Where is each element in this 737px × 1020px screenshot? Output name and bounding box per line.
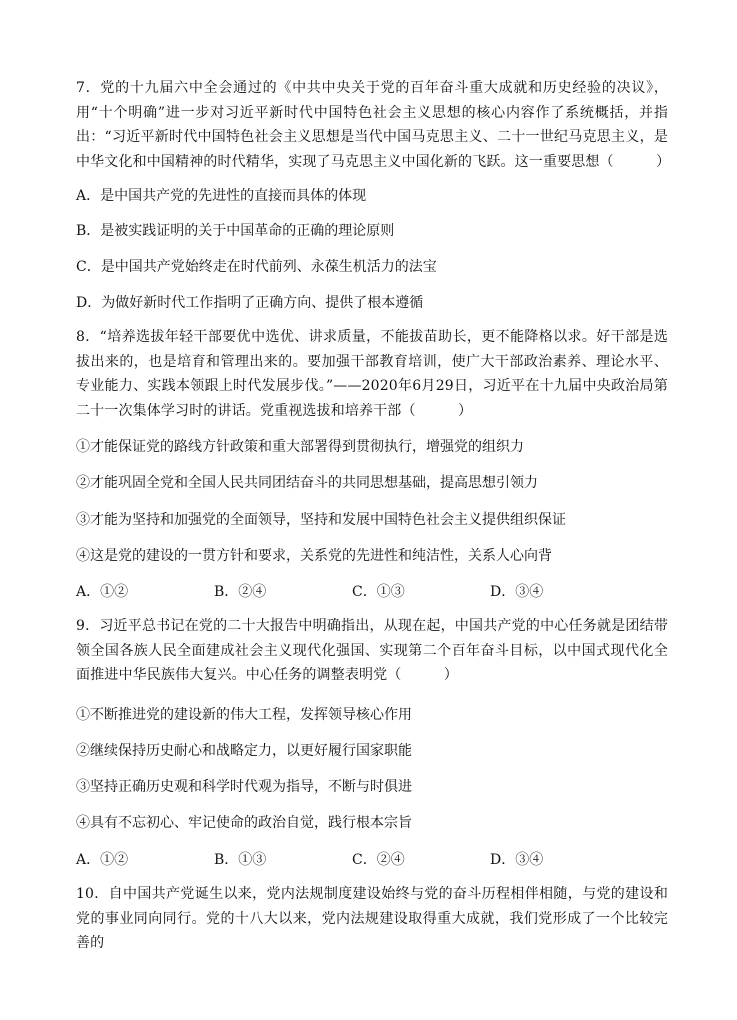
- question-7-option-b[interactable]: B．是被实践证明的关于中国革命的正确的理论原则: [76, 223, 395, 239]
- question-8-choice-d[interactable]: D．③④: [490, 584, 544, 600]
- question-8-stem: 8．“培养选拔年轻干部要优中选优、讲求质量，不能拔苗助长，更不能降格以求。好干部是选拔出来的，也是培育和管理出来的。要加强干部教育培训，使广大干部政治素养、理论水平、专业能力、实践本领跟上时代发展步伐。”——2020年6月29日，习近平在十九届中央政治局第二十一次集体学习时的讲话。党重视选拔和培养干部（ ）: [76, 329, 668, 419]
- question-8-statement-4: ④这是党的建设的一贯方针和要求，关系党的先进性和纯洁性，关系人心向背: [76, 548, 552, 564]
- question-7: [76, 76, 671, 174]
- question-8-statement-1: ①才能保证党的路线方针政策和重大部署得到贯彻执行，增强党的组织力: [76, 439, 524, 455]
- question-8-statement-3: ③才能为坚持和加强党的全面领导，坚持和发展中国特色社会主义提供组织保证: [76, 512, 566, 528]
- question-9-choices: [76, 850, 676, 870]
- question-9: [76, 614, 668, 688]
- question-7-option-c[interactable]: C．是中国共产党始终走在时代前列、永葆生机活力的法宝: [76, 259, 437, 275]
- question-8-choices: [76, 582, 676, 602]
- question-8-choice-c[interactable]: C．①③: [352, 584, 405, 600]
- question-9-statement-2: ②继续保持历史耐心和战略定力，以更好履行国家职能: [76, 743, 412, 759]
- question-9-statement-3: ③坚持正确历史观和科学时代观为指导，不断与时俱进: [76, 779, 412, 795]
- question-9-choice-b[interactable]: B．①③: [214, 852, 267, 868]
- question-7-option-d[interactable]: D．为做好新时代工作指明了正确方向、提供了根本遵循: [76, 295, 424, 311]
- question-9-choice-d[interactable]: D．③④: [490, 852, 544, 868]
- question-9-statement-4: ④具有不忘初心、牢记使命的政治自觉，践行根本宗旨: [76, 815, 412, 831]
- question-10: [76, 882, 668, 956]
- question-7-stem: 7．党的十九届六中全会通过的《中共中央关于党的百年奋斗重大成就和历史经验的决议》，用“十个明确”进一步对习近平新时代中国特色社会主义思想的核心内容作了系统概括，并指出：“习近平新时代中国特色社会主义思想是当代中国马克思主义、二十一世纪马克思主义，是中华文化和中国精神的时代精华，实现了马克思主义中国化新的飞跃。这一重要思想（ ）: [76, 80, 671, 170]
- question-10-stem: 10．自中国共产党诞生以来，党内法规制度建设始终与党的奋斗历程相伴相随，与党的建设和党的事业同向同行。党的十八大以来，党内法规建设取得重大成就，我们党形成了一个比较完善的: [76, 886, 668, 951]
- question-7-option-a[interactable]: A．是中国共产党的先进性的直接而具体的体现: [76, 188, 367, 204]
- question-9-choice-a[interactable]: A．①②: [76, 852, 129, 868]
- question-8: [76, 325, 668, 423]
- question-8-statement-2: ②才能巩固全党和全国人民共同团结奋斗的共同思想基础，提高思想引领力: [76, 475, 538, 491]
- question-8-choice-b[interactable]: B．②④: [214, 584, 267, 600]
- question-9-stem: 9．习近平总书记在党的二十大报告中明确指出，从现在起，中国共产党的中心任务就是团结带领全国各族人民全面建成社会主义现代化强国、实现第二个百年奋斗目标，以中国式现代化全面推进中华民族伟大复兴。中心任务的调整表明党（ ）: [76, 618, 668, 683]
- question-9-statement-1: ①不断推进党的建设新的伟大工程，发挥领导核心作用: [76, 707, 412, 723]
- question-9-choice-c[interactable]: C．②④: [352, 852, 405, 868]
- question-8-choice-a[interactable]: A．①②: [76, 584, 129, 600]
